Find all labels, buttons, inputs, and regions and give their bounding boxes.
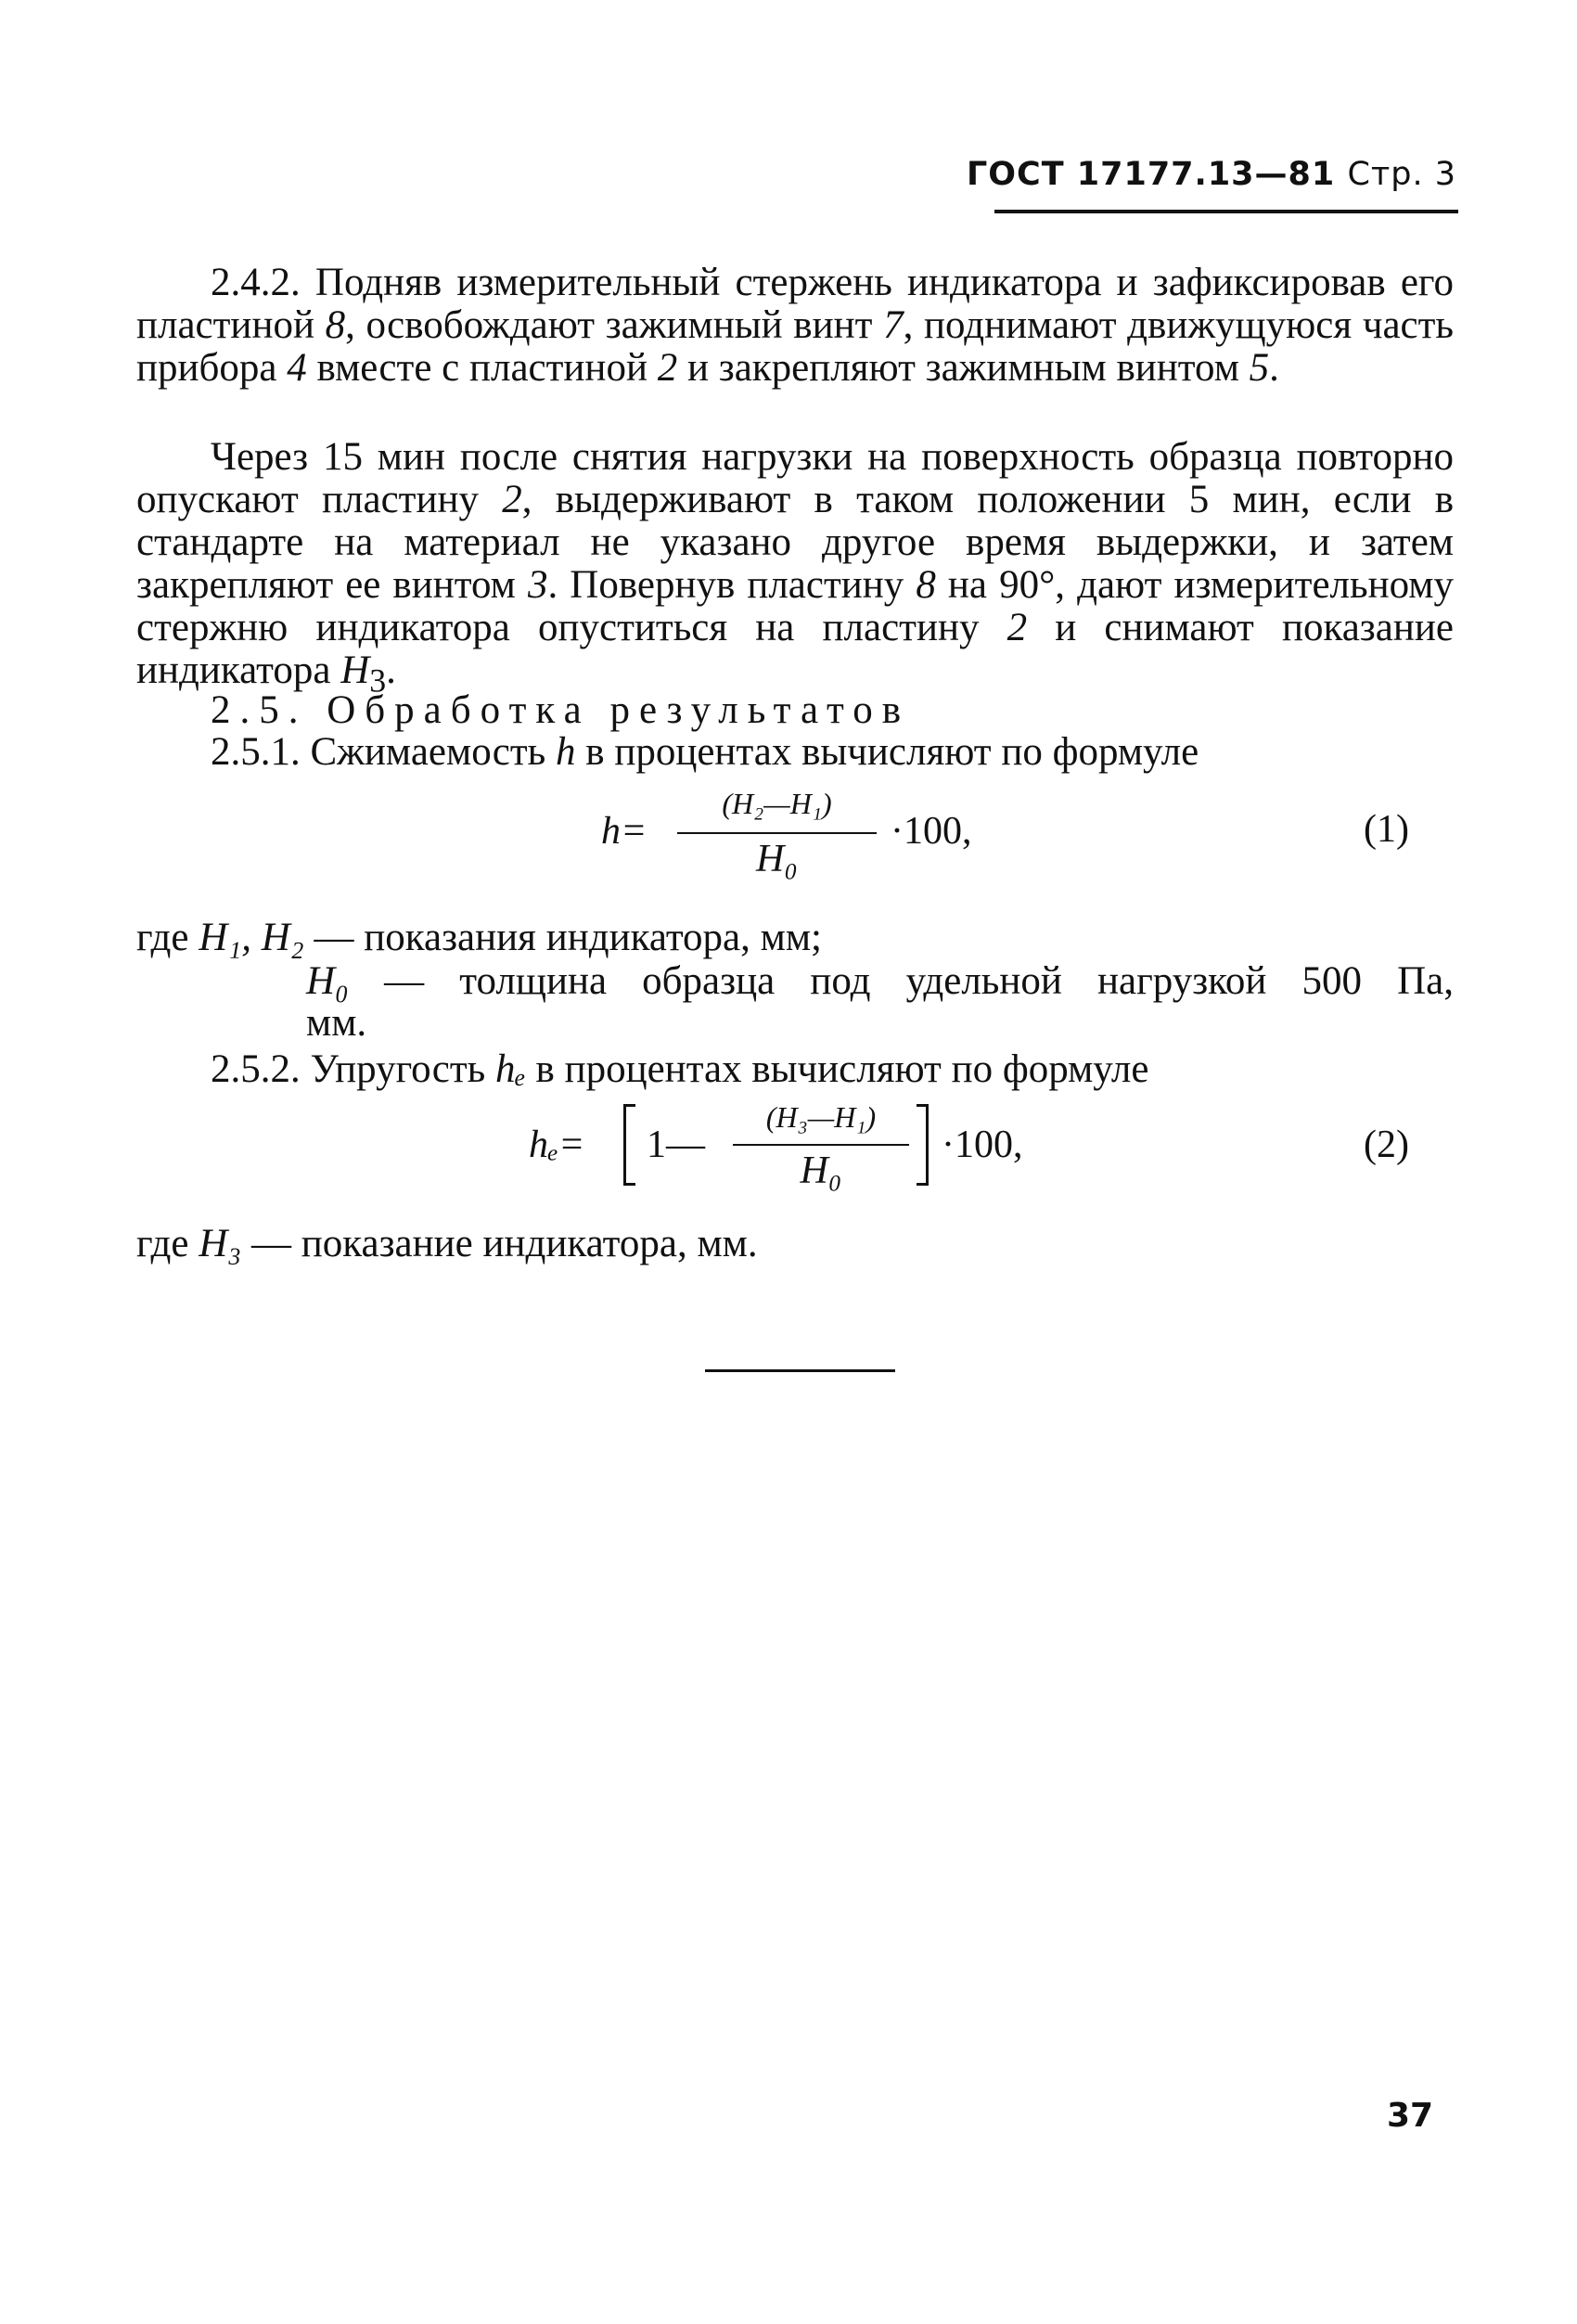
fraction-bar xyxy=(733,1144,909,1146)
paragraph-2-5-2: 2.5.2. Упругость hₑ в процентах вычисляют по формуле xyxy=(211,1047,1149,1091)
paragraph-2-5-1: 2.5.1. Сжимаемость h в процентах вычисляют по формуле xyxy=(211,730,1199,774)
fraction-bar xyxy=(677,832,877,834)
section-heading-2-5: 2.5. Обработка результатов xyxy=(211,688,910,732)
paragraph-after-15-min: Через 15 мин после снятия нагрузки на поверхность образца повторно опускают пластину 2, выдерживают в таком положении 5 мин, если в стандарте на материал не указано другое время выдержки, и затем закрепляют ее винтом 3. Повернув пластину 8 на 90°, дают измерительному стержню индикатора опуститься на пластину 2 и снимают показание индикатора $H_3$. xyxy=(136,435,1455,700)
end-rule xyxy=(705,1369,895,1372)
where-clause-1: где H₁, H₂ — показания индикатора, мм; xyxy=(136,916,822,959)
page-label: Стр. 3 xyxy=(1347,156,1456,193)
header-rule xyxy=(994,210,1458,213)
running-header xyxy=(967,156,1456,193)
page-number: 37 xyxy=(1387,2097,1434,2135)
paragraph-2-4-2: 2.4.2. Подняв измерительный стержень индикатора и зафиксировав его пластиной 8, освобождают зажимный винт 7, поднимают движущуюся часть прибора 4 вместе с пластиной 2 и закрепляют зажимным винтом 5. xyxy=(136,261,1455,390)
where-clause-1-unit: мм. xyxy=(306,1001,367,1045)
right-bracket xyxy=(917,1104,929,1186)
equation-number-2: (2) xyxy=(1364,1123,1409,1166)
where-clause-2: где H₃ — показание индикатора, мм. xyxy=(136,1222,758,1265)
left-bracket xyxy=(623,1104,635,1186)
standard-code: ГОСТ 17177.13—81 xyxy=(966,156,1336,193)
where-clause-1-H0: H₀ — толщина образца под удельной нагрузкой 500 Па, xyxy=(306,959,1454,1003)
equation-number-1: (1) xyxy=(1364,808,1409,851)
